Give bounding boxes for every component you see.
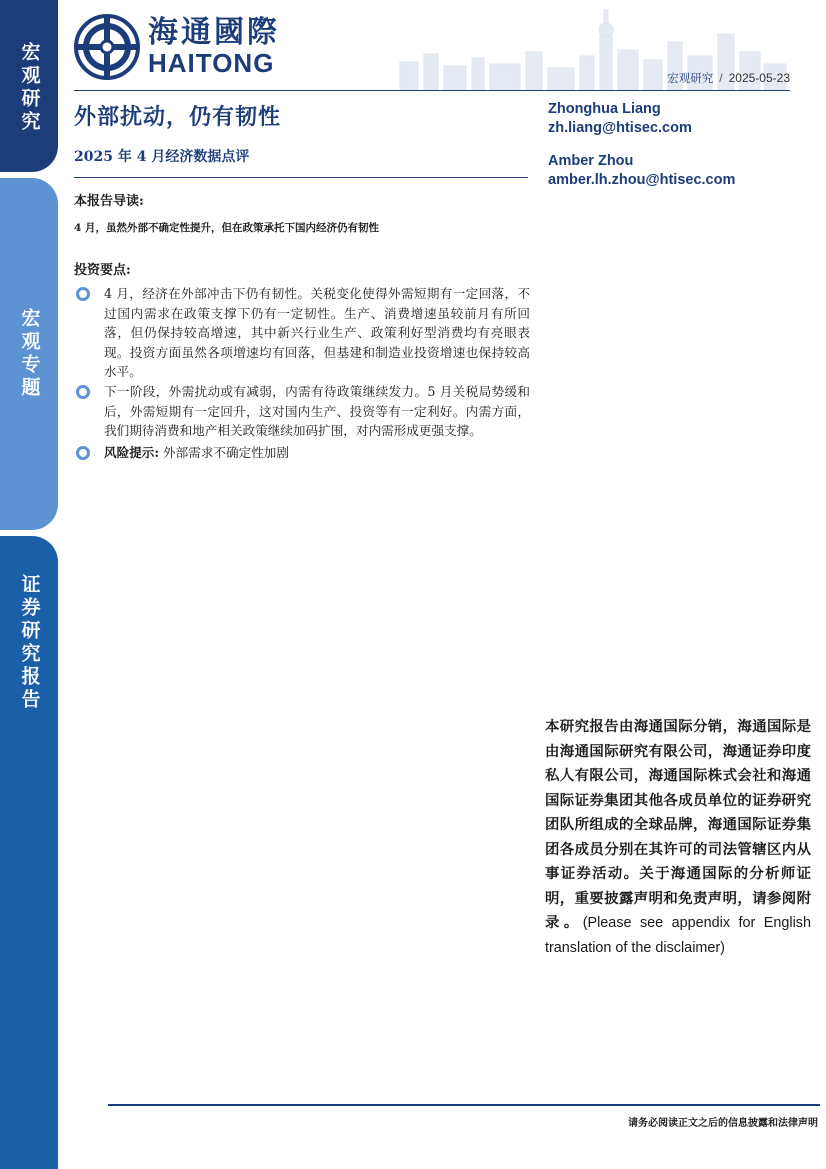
point-text: 下一阶段，外需扰动或有减弱，内需有待政策继续发力。5 月关税局势缓和后，外需短期有一定回升，这对国内生产、投资等有一定利好。内需方面，我们期待消费和地产相关政策继续加码扩围，对内需形成更强支撑。 — [104, 383, 530, 439]
investment-point — [74, 382, 530, 441]
risk-point — [74, 443, 530, 463]
header-divider — [74, 90, 790, 91]
bullet-icon — [76, 446, 90, 460]
sidebar-tab-macro-topic — [0, 178, 58, 530]
haitong-logo — [74, 14, 280, 80]
header-meta — [667, 70, 790, 86]
author-entry — [548, 152, 735, 190]
report-category: 宏观研究 — [667, 71, 714, 85]
author-entry — [548, 100, 735, 138]
author-name: Amber Zhou — [548, 153, 634, 169]
investment-point — [74, 284, 530, 382]
guide-heading: 本报告导读: — [74, 194, 144, 209]
author-email[interactable]: amber.lh.zhou@htisec.com — [548, 172, 736, 188]
author-name: Zhonghua Liang — [548, 101, 661, 117]
bullet-icon — [76, 385, 90, 399]
bullet-icon — [76, 287, 90, 301]
report-title: 外部扰动，仍有韧性 — [74, 104, 282, 130]
authors-block — [548, 100, 735, 204]
author-email[interactable]: zh.liang@htisec.com — [548, 120, 692, 136]
logo-chinese-name: 海通國際 — [148, 15, 280, 50]
report-subtitle: 2025 年 4 月经济数据点评 — [74, 149, 250, 165]
footer-divider — [108, 1104, 820, 1106]
report-date: 2025-05-23 — [728, 71, 790, 85]
haitong-logo-icon — [74, 14, 140, 80]
sidebar-tab-label: 宏观研究 — [18, 42, 41, 134]
point-text: 4 月，经济在外部冲击下仍有韧性。关税变化使得外需短期有一定回落，不过国内需求在政策支撑下仍有一定韧性。生产、消费增速虽较前月有所回落，但仍保持较高增速，其中新兴行业生产、政策利好型消费均有亮眼表现。投资方面虽然各项增速均有回落，但基建和制造业投资增速也保持较高水平。 — [104, 286, 530, 380]
sidebar-tab-label: 证券研究报告 — [18, 574, 41, 712]
logo-english-name: HAITONG — [148, 48, 275, 78]
disclaimer-chinese: 本研究报告由海通国际分销，海通国际是由海通国际研究有限公司，海通证券印度私人有限公司，海通国际株式会社和海通国际证券集团其他各成员单位的证券研究团队所组成的全球品牌，海通国际证券集团各成员分别在其许可的司法管辖区内从事证券活动。关于海通国际的分析师证明，重要披露声明和免责声明，请参阅附录。 — [545, 718, 811, 931]
disclaimer-english: (Please see appendix for English translation of the disclaimer) — [545, 915, 811, 956]
sidebar-tab-securities-report — [0, 536, 58, 1169]
guide-text: 4 月，虽然外部不确定性提升，但在政策承托下国内经济仍有韧性 — [74, 222, 379, 234]
title-divider — [74, 177, 528, 178]
investment-points — [74, 284, 530, 462]
risk-label: 风险提示: — [104, 444, 160, 460]
sidebar-tab-label: 宏观专题 — [18, 308, 41, 400]
disclaimer-block — [545, 715, 811, 960]
meta-separator: / — [719, 71, 723, 85]
investment-heading: 投资要点: — [74, 263, 131, 278]
risk-text: 外部需求不确定性加剧 — [163, 444, 289, 460]
footer-notice: 请务必阅读正文之后的信息披露和法律声明 — [628, 1118, 818, 1129]
sidebar-tab-macro-research — [0, 0, 58, 172]
